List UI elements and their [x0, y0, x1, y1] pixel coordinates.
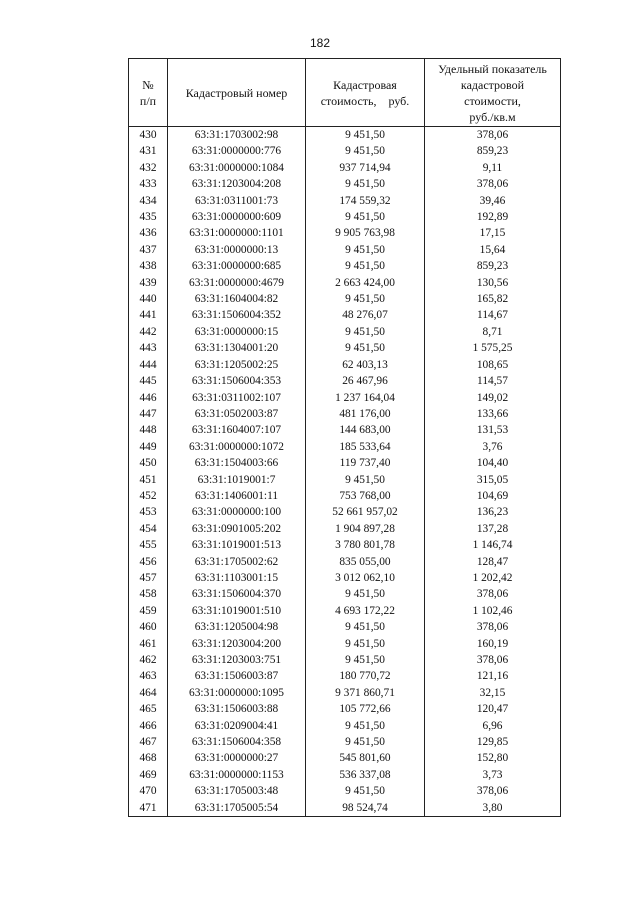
- specific-index-cell: 192,89: [425, 209, 561, 225]
- table-row: [129, 307, 561, 323]
- table-row: [129, 718, 561, 734]
- table-row: [129, 750, 561, 766]
- header-cadastral-cost: [306, 59, 425, 127]
- cadastral-number-cell: 63:31:1506004:353: [168, 373, 306, 389]
- row-number-cell: 464: [129, 685, 168, 701]
- cadastral-number-cell: 63:31:0000000:609: [168, 209, 306, 225]
- table-row: [129, 390, 561, 406]
- row-number-cell: 438: [129, 258, 168, 274]
- row-number-cell: 448: [129, 422, 168, 438]
- table-row: [129, 570, 561, 586]
- cadastral-cost-cell: 937 714,94: [306, 160, 425, 176]
- row-number-cell: 468: [129, 750, 168, 766]
- cadastral-number-cell: 63:31:0311001:73: [168, 193, 306, 209]
- table-row: [129, 554, 561, 570]
- specific-index-cell: 859,23: [425, 143, 561, 159]
- cadastral-cost-cell: 9 451,50: [306, 242, 425, 258]
- cadastral-number-cell: 63:31:1506003:87: [168, 668, 306, 684]
- table-row: [129, 143, 561, 159]
- specific-index-cell: 1 146,74: [425, 537, 561, 553]
- cadastral-number-cell: 63:31:1304001:20: [168, 340, 306, 356]
- cadastral-cost-cell: 9 451,50: [306, 340, 425, 356]
- cadastral-number-cell: 63:31:0000000:27: [168, 750, 306, 766]
- row-number-cell: 460: [129, 619, 168, 635]
- table-row: [129, 521, 561, 537]
- row-number-cell: 449: [129, 439, 168, 455]
- specific-index-cell: 137,28: [425, 521, 561, 537]
- row-number-cell: 446: [129, 390, 168, 406]
- cadastral-cost-cell: 9 451,50: [306, 619, 425, 635]
- row-number-cell: 456: [129, 554, 168, 570]
- header-specific-index: [425, 59, 561, 127]
- table-row: [129, 324, 561, 340]
- specific-index-cell: 3,73: [425, 767, 561, 783]
- header-cost-line2: стоимость, руб.: [320, 93, 410, 108]
- cadastral-number-cell: 63:31:1506004:370: [168, 586, 306, 602]
- specific-index-cell: 129,85: [425, 734, 561, 750]
- row-number-cell: 466: [129, 718, 168, 734]
- specific-index-cell: 133,66: [425, 406, 561, 422]
- specific-index-cell: 160,19: [425, 636, 561, 652]
- cadastral-cost-cell: 9 451,50: [306, 324, 425, 340]
- specific-index-cell: 136,23: [425, 504, 561, 520]
- specific-index-cell: 1 102,46: [425, 603, 561, 619]
- table-row: [129, 537, 561, 553]
- row-number-cell: 434: [129, 193, 168, 209]
- cadastral-number-cell: 63:31:1705005:54: [168, 800, 306, 817]
- cadastral-cost-cell: 9 451,50: [306, 143, 425, 159]
- cadastral-cost-cell: 2 663 424,00: [306, 275, 425, 291]
- specific-index-cell: 378,06: [425, 176, 561, 192]
- cadastral-cost-cell: 144 683,00: [306, 422, 425, 438]
- table-row: [129, 472, 561, 488]
- cadastral-number-cell: 63:31:1705002:62: [168, 554, 306, 570]
- table-row: [129, 406, 561, 422]
- cadastral-number-cell: 63:31:0311002:107: [168, 390, 306, 406]
- cadastral-cost-cell: 3 780 801,78: [306, 537, 425, 553]
- cadastral-cost-cell: 1 904 897,28: [306, 521, 425, 537]
- row-number-cell: 454: [129, 521, 168, 537]
- table-row: [129, 652, 561, 668]
- table-row: [129, 685, 561, 701]
- header-num-line2: п/п: [139, 93, 157, 108]
- row-number-cell: 455: [129, 537, 168, 553]
- cadastral-number-cell: 63:31:1019001:7: [168, 472, 306, 488]
- cadastral-number-cell: 63:31:1406001:11: [168, 488, 306, 504]
- row-number-cell: 462: [129, 652, 168, 668]
- specific-index-cell: 131,53: [425, 422, 561, 438]
- row-number-cell: 470: [129, 783, 168, 799]
- cadastral-cost-cell: 9 451,50: [306, 718, 425, 734]
- cadastral-cost-cell: 9 451,50: [306, 636, 425, 652]
- specific-index-cell: 152,80: [425, 750, 561, 766]
- row-number-cell: 457: [129, 570, 168, 586]
- specific-index-cell: 39,46: [425, 193, 561, 209]
- header-num-line1: №: [142, 77, 154, 92]
- cadastral-number-cell: 63:31:0000000:1153: [168, 767, 306, 783]
- table-row: [129, 619, 561, 635]
- cadastral-number-cell: 63:31:1019001:513: [168, 537, 306, 553]
- cadastral-number-cell: 63:31:1019001:510: [168, 603, 306, 619]
- specific-index-cell: 378,06: [425, 586, 561, 602]
- row-number-cell: 469: [129, 767, 168, 783]
- header-index-line3: стоимости,: [464, 93, 521, 108]
- row-number-cell: 440: [129, 291, 168, 307]
- cadastral-number-cell: 63:31:1205004:98: [168, 619, 306, 635]
- row-number-cell: 471: [129, 800, 168, 817]
- specific-index-cell: 1 202,42: [425, 570, 561, 586]
- cadastral-number-cell: 63:31:1703002:98: [168, 127, 306, 144]
- table-row: [129, 275, 561, 291]
- header-index-line2: кадастровой: [460, 77, 525, 92]
- cadastral-number-cell: 63:31:1504003:66: [168, 455, 306, 471]
- cadastral-cost-cell: 3 012 062,10: [306, 570, 425, 586]
- row-number-cell: 461: [129, 636, 168, 652]
- cadastral-cost-cell: 9 451,50: [306, 258, 425, 274]
- specific-index-cell: 378,06: [425, 652, 561, 668]
- specific-index-cell: 378,06: [425, 619, 561, 635]
- cadastral-cost-cell: 9 451,50: [306, 652, 425, 668]
- cadastral-cost-cell: 62 403,13: [306, 357, 425, 373]
- cadastral-number-cell: 63:31:1103001:15: [168, 570, 306, 586]
- cadastral-cost-cell: 48 276,07: [306, 307, 425, 323]
- header-index-line4: руб./кв.м: [469, 109, 516, 124]
- table-row: [129, 455, 561, 471]
- specific-index-cell: 315,05: [425, 472, 561, 488]
- header-row-number: [129, 59, 168, 127]
- cadastral-number-cell: 63:31:1705003:48: [168, 783, 306, 799]
- specific-index-cell: 104,69: [425, 488, 561, 504]
- cadastral-cost-cell: 536 337,08: [306, 767, 425, 783]
- row-number-cell: 437: [129, 242, 168, 258]
- row-number-cell: 463: [129, 668, 168, 684]
- table-row: [129, 127, 561, 144]
- cadastral-value-table: [128, 58, 561, 817]
- cadastral-number-cell: 63:31:0000000:1072: [168, 439, 306, 455]
- table-row: [129, 504, 561, 520]
- row-number-cell: 435: [129, 209, 168, 225]
- specific-index-cell: 104,40: [425, 455, 561, 471]
- table-row: [129, 193, 561, 209]
- cadastral-number-cell: 63:31:0901005:202: [168, 521, 306, 537]
- specific-index-cell: 1 575,25: [425, 340, 561, 356]
- cadastral-number-cell: 63:31:1205002:25: [168, 357, 306, 373]
- cadastral-cost-cell: 4 693 172,22: [306, 603, 425, 619]
- specific-index-cell: 859,23: [425, 258, 561, 274]
- cadastral-cost-cell: 9 451,50: [306, 291, 425, 307]
- table-row: [129, 603, 561, 619]
- table-row: [129, 373, 561, 389]
- table-row: [129, 586, 561, 602]
- specific-index-cell: 121,16: [425, 668, 561, 684]
- specific-index-cell: 130,56: [425, 275, 561, 291]
- cadastral-number-cell: 63:31:0000000:1101: [168, 225, 306, 241]
- cadastral-number-cell: 63:31:0000000:1084: [168, 160, 306, 176]
- row-number-cell: 430: [129, 127, 168, 144]
- header-cost-line1: Кадастровая: [333, 77, 397, 92]
- cadastral-cost-cell: 26 467,96: [306, 373, 425, 389]
- row-number-cell: 432: [129, 160, 168, 176]
- table-row: [129, 357, 561, 373]
- specific-index-cell: 114,57: [425, 373, 561, 389]
- table-row: [129, 783, 561, 799]
- cadastral-cost-cell: 545 801,60: [306, 750, 425, 766]
- table-row: [129, 488, 561, 504]
- cadastral-number-cell: 63:31:1203003:751: [168, 652, 306, 668]
- table-row: [129, 636, 561, 652]
- specific-index-cell: 149,02: [425, 390, 561, 406]
- specific-index-cell: 17,15: [425, 225, 561, 241]
- specific-index-cell: 114,67: [425, 307, 561, 323]
- row-number-cell: 433: [129, 176, 168, 192]
- table-row: [129, 439, 561, 455]
- row-number-cell: 465: [129, 701, 168, 717]
- cadastral-number-cell: 63:31:0000000:776: [168, 143, 306, 159]
- specific-index-cell: 3,80: [425, 800, 561, 817]
- row-number-cell: 442: [129, 324, 168, 340]
- specific-index-cell: 3,76: [425, 439, 561, 455]
- table-row: [129, 242, 561, 258]
- table-row: [129, 422, 561, 438]
- cadastral-number-cell: 63:31:0000000:100: [168, 504, 306, 520]
- specific-index-cell: 108,65: [425, 357, 561, 373]
- cadastral-number-cell: 63:31:0502003:87: [168, 406, 306, 422]
- row-number-cell: 441: [129, 307, 168, 323]
- table-row: [129, 258, 561, 274]
- cadastral-cost-cell: 180 770,72: [306, 668, 425, 684]
- cadastral-cost-cell: 9 451,50: [306, 783, 425, 799]
- specific-index-cell: 15,64: [425, 242, 561, 258]
- specific-index-cell: 378,06: [425, 783, 561, 799]
- row-number-cell: 453: [129, 504, 168, 520]
- row-number-cell: 439: [129, 275, 168, 291]
- row-number-cell: 447: [129, 406, 168, 422]
- row-number-cell: 445: [129, 373, 168, 389]
- cadastral-number-cell: 63:31:1506003:88: [168, 701, 306, 717]
- cadastral-cost-cell: 9 451,50: [306, 586, 425, 602]
- specific-index-cell: 32,15: [425, 685, 561, 701]
- table-row: [129, 668, 561, 684]
- row-number-cell: 443: [129, 340, 168, 356]
- cadastral-number-cell: 63:31:1506004:352: [168, 307, 306, 323]
- cadastral-cost-cell: 1 237 164,04: [306, 390, 425, 406]
- table-row: [129, 701, 561, 717]
- row-number-cell: 451: [129, 472, 168, 488]
- specific-index-cell: 128,47: [425, 554, 561, 570]
- cadastral-cost-cell: 753 768,00: [306, 488, 425, 504]
- table-row: [129, 340, 561, 356]
- cadastral-cost-cell: 481 176,00: [306, 406, 425, 422]
- cadastral-number-cell: 63:31:0209004:41: [168, 718, 306, 734]
- cadastral-cost-cell: 9 451,50: [306, 734, 425, 750]
- row-number-cell: 450: [129, 455, 168, 471]
- table-row: [129, 800, 561, 817]
- cadastral-cost-cell: 9 451,50: [306, 127, 425, 144]
- row-number-cell: 431: [129, 143, 168, 159]
- table-row: [129, 767, 561, 783]
- cadastral-cost-cell: 119 737,40: [306, 455, 425, 471]
- table-row: [129, 734, 561, 750]
- specific-index-cell: 9,11: [425, 160, 561, 176]
- cadastral-number-cell: 63:31:0000000:15: [168, 324, 306, 340]
- table-row: [129, 160, 561, 176]
- cadastral-number-cell: 63:31:1604007:107: [168, 422, 306, 438]
- table-row: [129, 176, 561, 192]
- cadastral-cost-cell: 98 524,74: [306, 800, 425, 817]
- row-number-cell: 467: [129, 734, 168, 750]
- row-number-cell: 458: [129, 586, 168, 602]
- cadastral-number-cell: 63:31:0000000:4679: [168, 275, 306, 291]
- cadastral-cost-cell: 9 451,50: [306, 472, 425, 488]
- header-index-line1: Удельный показатель: [438, 61, 547, 76]
- row-number-cell: 436: [129, 225, 168, 241]
- row-number-cell: 459: [129, 603, 168, 619]
- table-row: [129, 291, 561, 307]
- specific-index-cell: 6,96: [425, 718, 561, 734]
- cadastral-number-cell: 63:31:1203004:208: [168, 176, 306, 192]
- cadastral-cost-cell: 105 772,66: [306, 701, 425, 717]
- table-header-row: [129, 59, 561, 127]
- cadastral-cost-cell: 185 533,64: [306, 439, 425, 455]
- cadastral-number-cell: 63:31:1506004:358: [168, 734, 306, 750]
- cadastral-cost-cell: 9 451,50: [306, 209, 425, 225]
- specific-index-cell: 378,06: [425, 127, 561, 144]
- table-row: [129, 209, 561, 225]
- table-body: [129, 127, 561, 817]
- specific-index-cell: 8,71: [425, 324, 561, 340]
- specific-index-cell: 165,82: [425, 291, 561, 307]
- cadastral-number-cell: 63:31:0000000:1095: [168, 685, 306, 701]
- cadastral-cost-cell: 9 451,50: [306, 176, 425, 192]
- table-row: [129, 225, 561, 241]
- cadastral-cost-cell: 9 371 860,71: [306, 685, 425, 701]
- page-number: 182: [309, 36, 331, 50]
- cadastral-number-cell: 63:31:0000000:13: [168, 242, 306, 258]
- specific-index-cell: 120,47: [425, 701, 561, 717]
- cadastral-number-cell: 63:31:1203004:200: [168, 636, 306, 652]
- cadastral-cost-cell: 52 661 957,02: [306, 504, 425, 520]
- cadastral-number-cell: 63:31:1604004:82: [168, 291, 306, 307]
- cadastral-cost-cell: 835 055,00: [306, 554, 425, 570]
- row-number-cell: 444: [129, 357, 168, 373]
- cadastral-number-cell: 63:31:0000000:685: [168, 258, 306, 274]
- cadastral-cost-cell: 9 905 763,98: [306, 225, 425, 241]
- header-cadastral-number: Кадастровый номер: [168, 59, 306, 127]
- row-number-cell: 452: [129, 488, 168, 504]
- cadastral-cost-cell: 174 559,32: [306, 193, 425, 209]
